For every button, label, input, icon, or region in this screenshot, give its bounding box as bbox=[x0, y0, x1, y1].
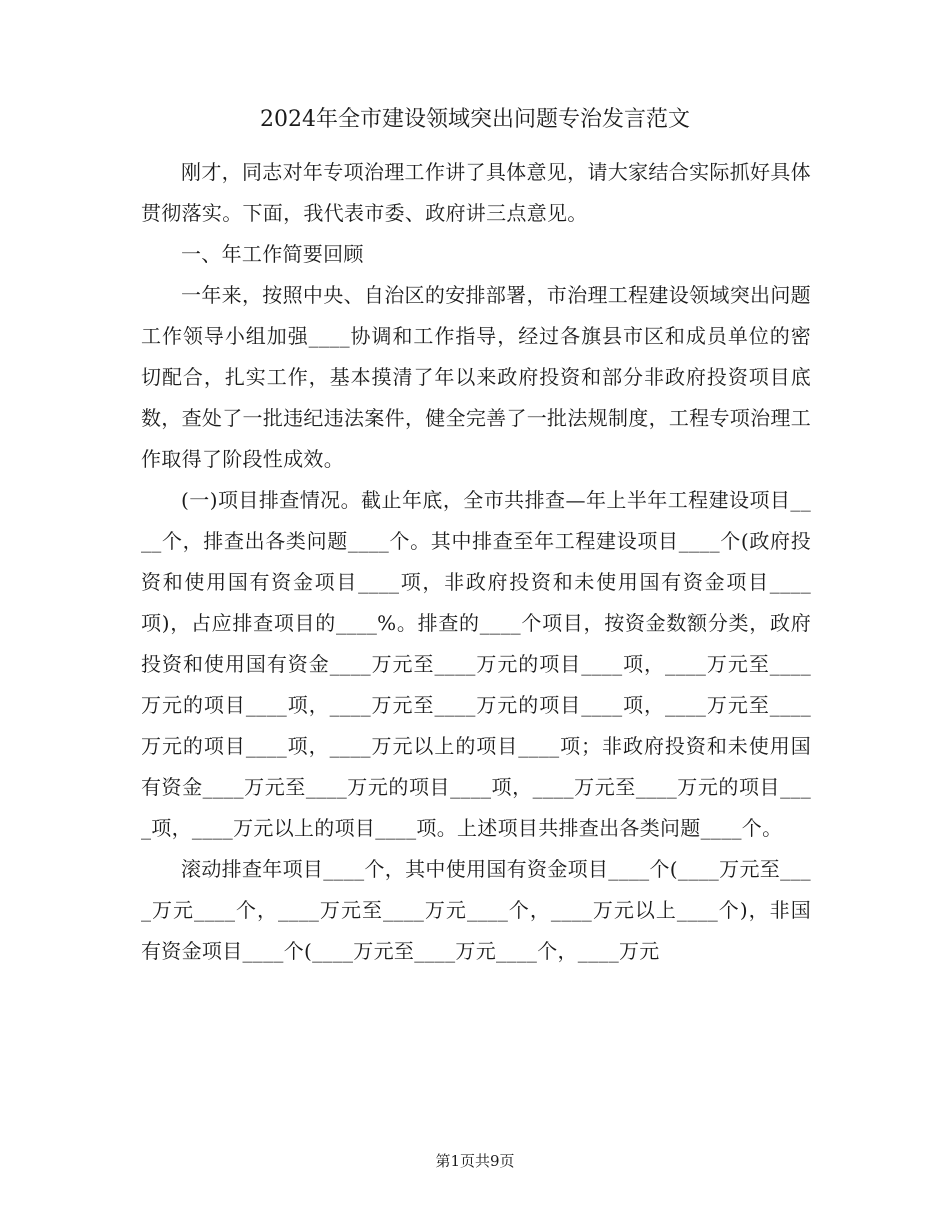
section-heading-review: 一、年工作简要回顾 bbox=[181, 242, 364, 266]
document-body bbox=[141, 152, 811, 972]
document-title: 2024年全市建设领域突出问题专治发言范文 bbox=[260, 107, 690, 132]
page-number: 第1页共9页 bbox=[435, 1152, 515, 1170]
paragraph-rolling-survey: 滚动排查年项目____个，其中使用国有资金项目____个(____万元至____万元____个，____万元至____万元____个，____万元以上____个)，非国有资金项目____个(____万元至____万元____个，____万元 bbox=[141, 857, 811, 963]
paragraph-year-summary: 一年来，按照中央、自治区的安排部署，市治理工程建设领域突出问题工作领导小组加强____协调和工作指导，经过各旗县市区和成员单位的密切配合，扎实工作，基本摸清了年以来政府投资和部分非政府投资项目底数，查处了一批违纪违法案件，健全完善了一批法规制度，工程专项治理工作取得了阶段性成效。 bbox=[141, 283, 811, 471]
paragraph-intro: 刚才，同志对年专项治理工作讲了具体意见，请大家结合实际抓好具体贯彻落实。下面，我代表市委、政府讲三点意见。 bbox=[141, 160, 811, 225]
paragraph-project-survey: (一)项目排查情况。截止年底，全市共排查—年上半年工程建设项目____个，排查出各类问题____个。其中排查至年工程建设项目____个(政府投资和使用国有资金项目____项，非政府投资和未使用国有资金项目____项)，占应排查项目的____%。排查的____个项目，按资金数额分类，政府投资和使用国有资金____万元至____万元的项目____项，____万元至____万元的项目____项，____万元至____万元的项目____项，____万元至____万元的项目____项，____万元以上的项目____项；非政府投资和未使用国有资金____万元至____万元的项目____项，____万元至____万元的项目____项，____万元以上的项目____项。上述项目共排查出各类问题____个。 bbox=[141, 488, 811, 840]
